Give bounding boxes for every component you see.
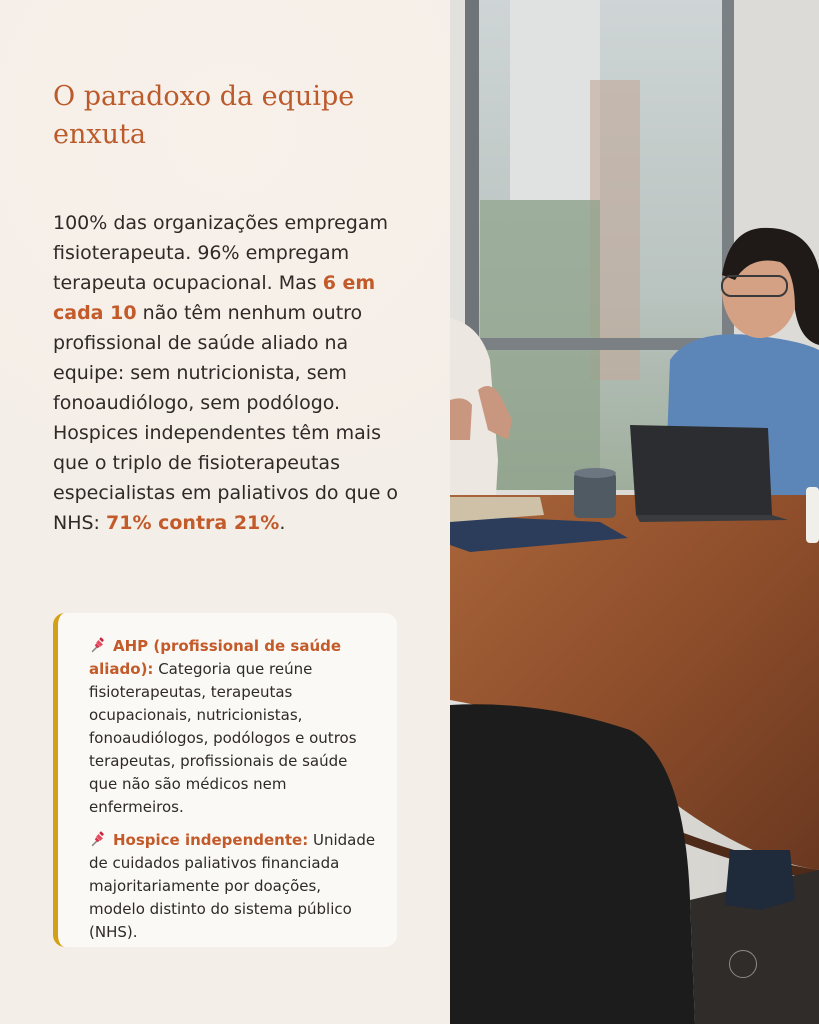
highlight-stat-ratio: 6 em cada 10 <box>53 272 376 324</box>
page-title: O paradoxo da equipe enxuta <box>53 81 355 150</box>
glossary-term: Hospice independente: <box>113 831 309 849</box>
meeting-room-illustration <box>450 0 819 1024</box>
glossary-card <box>53 613 397 947</box>
glossary-definition: Unidade de cuidados paliativos financiada majoritariamente por doações, modelo distinto do sistema público (NHS). <box>89 831 376 941</box>
highlight-stat-comparison: 71% contra 21% <box>106 512 280 534</box>
pushpin-icon <box>89 830 107 848</box>
glossary-item-hospice <box>89 829 379 944</box>
body-text-part-2: não têm nenhum outro profissional de saúde aliado na equipe: sem nutricionista, sem fonoaudiólogo, sem podólogo. Hospices independentes têm mais que o triplo de fisioterapeutas especialistas em paliativos do que o NHS: <box>53 302 399 534</box>
body-text-part-1: 100% das organizações empregam fisioterapeuta. 96% empregam terapeuta ocupacional. Mas <box>53 212 388 294</box>
page-indicator-dot <box>729 950 757 978</box>
meeting-photo <box>450 0 819 1024</box>
glossary-definition: Categoria que reúne fisioterapeutas, terapeutas ocupacionais, nutricionistas, fonoaudiólogos, podólogos e outros terapeutas, profissionais de saúde que não são médicos nem enfermeiros. <box>89 660 357 816</box>
body-paragraph <box>53 208 413 538</box>
body-text-part-3: . <box>279 512 286 534</box>
pushpin-icon <box>89 636 107 654</box>
glossary-term: AHP (profissional de saúde aliado): <box>89 637 342 678</box>
glossary-item-ahp <box>89 635 379 819</box>
